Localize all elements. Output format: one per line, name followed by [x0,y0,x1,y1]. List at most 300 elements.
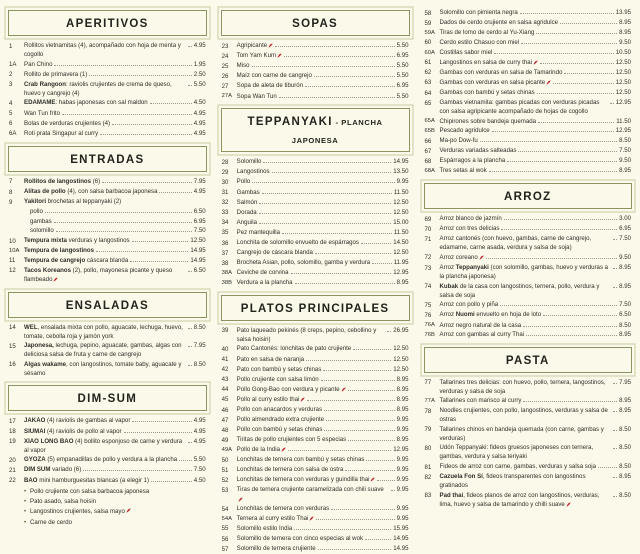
leader-dots [324,430,394,431]
leader-dots [504,219,617,220]
menu-item-description: Gambas con verduras en salsa picante [440,78,552,87]
menu-item-description: Cazuela Fon Sí, fideos transparentes con langostinos gratinados [439,473,586,490]
bullet-marker-icon: • [24,498,27,505]
menu-item-row [9,427,206,437]
menu-item-description: Algas wakame, con langostinos, tomate baby, aguacate y sésamo [24,360,182,377]
menu-item-price: 8.50 [193,323,206,331]
menu-item-body [440,406,632,424]
section-title: ENTRADAS [70,153,145,166]
leader-dots [150,103,192,104]
menu-item-description: Arroz con tres delicias [439,225,500,233]
menu-item-price: 8.50 [619,491,631,499]
menu-item-body [237,395,409,404]
menu-item-price: 7.50 [619,301,631,309]
menu-item-row [425,68,632,78]
leader-dots [259,223,391,224]
menu-item-price: 4.95 [193,42,206,49]
menu-item-row [425,330,632,339]
leader-dots [613,268,617,269]
menu-item-row [222,51,409,61]
menu-item-row [425,136,632,146]
menu-item-price: 8.50 [193,360,206,368]
menu-item-description: WEL, ensalada mixta con pollo, aguacate, lechuga, huevo, tomate, cebolla roja y jamón york [24,323,183,340]
menu-item-row [222,167,409,177]
leader-dots [543,315,617,316]
menu-item-description: Sopa Wan Tun [236,92,277,100]
menu-item-body [24,207,206,216]
menu-item-row [425,425,632,443]
menu-item-number: 34 [221,219,229,227]
menu-item-description: Crab Rangoon: raviolis crujientes de crema de queso, huevo y cangrejo (4) [24,80,172,97]
menu-item-price: 12.50 [393,345,409,353]
menu-item-price: 4.95 [193,427,206,435]
menu-item-number: 20 [9,456,16,464]
menu-item-description: Lonchitas de ternera con verduras [236,505,330,513]
menu-item-description: Pollo con anacardos y verduras [236,406,323,414]
menu-item-description: Pollo de la India [237,445,286,454]
menu-item-body [237,465,409,474]
leader-dots [613,477,617,478]
menu-item-number: 7 [9,178,13,186]
menu-item-description: Brocheta Asian, pollo, solomillo, gamba y verdura [236,259,371,267]
menu-item-price: 14.50 [393,239,409,247]
menu-item-number: 25 [221,62,229,70]
menu-item-number: 9 [9,198,13,206]
leader-dots [520,13,614,14]
menu-item-price: 8.50 [619,137,631,145]
menu-item-description: Pad thai, fideos planos de arroz con langostinos, verduras, lima, huevo y salsa de tamarindo y chilli suave [439,491,600,508]
menu-item-price: 7.50 [619,235,631,243]
menu-item-number: 47 [221,416,229,424]
menu-item-price: 8.95 [619,167,631,175]
menu-item-number: 22 [9,477,16,485]
menu-item-row [425,166,632,175]
menu-item-body [440,396,632,405]
leader-dots [613,411,617,412]
menu-item-price: 3.00 [619,215,631,223]
menu-item-body [237,415,409,424]
menu-item-price: 7.50 [619,147,631,155]
menu-item-description: Yakitori brochetas al teppanyaki (2) [24,198,122,206]
menu-item-number: 59 [424,19,432,27]
menu-item-price: 6.95 [619,225,631,233]
menu-item-body [440,117,632,126]
menu-item-row [222,248,409,258]
menu-item-number: 28 [221,158,229,166]
menu-item-price: 1.95 [193,60,206,68]
menu-item-number: 1A [9,61,17,69]
menu-item-price: 14.95 [393,545,409,553]
menu-item-description: Cerdo estilo Chasuo con miel [439,38,520,46]
section-items-pasta [422,378,635,510]
menu-item-number: 63 [424,79,432,87]
menu-item-row [425,310,632,320]
menu-item-body [237,455,409,464]
spicy-chili-icon [238,496,243,501]
menu-item-number: 67 [424,147,432,155]
menu-item-body [24,226,206,235]
menu-item-row [9,455,206,465]
menu-item-row [9,226,206,235]
menu-item-body [440,462,632,471]
leader-dots [295,283,395,284]
spicy-chili-icon [277,52,282,57]
leader-dots [610,103,614,104]
leader-dots [259,203,391,204]
menu-item-row [425,396,632,405]
menu-item-description: Tempura mixta verduras y langostinos [24,237,130,245]
menu-item-body [237,514,409,523]
menu-item-number: 68A [424,167,435,174]
menu-item-description: Gambas con verduras en salsa de Tamarindo [439,68,563,76]
menu-item-number: 59A [424,29,435,36]
menu-item-price: 11.95 [393,259,409,267]
section-header-ensaladas [8,292,207,318]
menu-item-price: 4.50 [193,476,206,484]
menu-item-number: 48 [221,426,229,434]
leader-dots [315,253,391,254]
menu-item-description: DIM SUM variado (6) [24,466,82,474]
spicy-chili-icon [533,59,538,64]
menu-item-row [222,218,409,228]
menu-item-row [222,544,409,554]
menu-item-number: 35 [221,229,229,237]
menu-item-row [425,58,632,68]
menu-item-number: 32 [221,199,229,207]
menu-item-row [222,504,409,514]
menu-item-number [9,217,24,218]
menu-item-row [425,88,632,98]
section-items-platos-principales [219,326,412,554]
menu-item-body [24,360,206,378]
menu-item-price: 15.95 [393,524,409,532]
leader-dots [507,161,617,162]
menu-item-row [9,266,206,284]
menu-item-body [24,427,206,436]
menu-item-price: 8.50 [619,463,631,471]
menu-item-row [425,472,632,490]
menu-item-body [440,263,632,281]
leader-dots [188,346,192,347]
menu-item-price: 12.50 [190,237,206,245]
leader-dots [62,114,192,115]
menu-item-body [440,214,632,223]
menu-item-price: 8.95 [619,264,631,272]
menu-item-body [237,188,409,197]
menu-item-price: 5.50 [193,456,206,464]
menu-item-price: 12.50 [393,355,409,363]
menu-item-row [9,476,206,486]
menu-item-body [24,256,206,265]
menu-item-number: 81 [424,463,432,471]
leader-dots [526,335,617,336]
menu-item-price: 4.95 [193,417,206,425]
menu-item-description: Tiras de lomo de cerdo al Yu-Xiang [439,29,535,37]
menu-item-price: 8.95 [619,473,631,481]
menu-item-price: 26.95 [393,326,409,334]
bullet-marker-icon: • [24,519,27,526]
menu-item-body [237,405,409,414]
menu-item-row [9,217,206,226]
menu-item-number: 46 [221,406,229,414]
menu-item-number: 8 [9,188,13,196]
menu-item-description: Salmón [236,198,258,206]
menu-item-price: 8.95 [396,436,409,444]
bullet-label: Carne de cerdo [30,518,73,526]
menu-item-row [222,238,409,248]
menu-item-row [222,41,409,51]
menu-item-description: Tallarines tres delicias: con huevo, pollo, ternera, langostinos, verduras y salsa de soja [439,378,606,395]
menu-item-description: Cangrejo de cáscara blanda [236,249,313,257]
menu-item-row [222,208,409,218]
menu-item-description: Arroz con pollo y piña [439,301,499,309]
menu-item-description: Tallarines chinos en bandeja quemada (con carne, gambas y verduras) [439,425,604,442]
leader-dots [124,432,192,433]
menu-item-body [24,476,206,485]
menu-item-description: Arroz coreano [440,253,484,262]
menu-item-description: Arroz Nuomi envuelto en hoja de loto [439,311,542,319]
menu-item-description: Wan Tun frito [24,109,61,117]
menu-item-number: 31 [221,189,229,197]
section-items-sopas [219,41,412,101]
menu-item-row [222,455,409,465]
section-subtitle: - PLANCHA JAPONESA [291,118,383,146]
menu-item-body [24,197,206,206]
menu-item-row [425,263,632,281]
menu-item-description: Lonchita de solomillo envuelto de espárragos [236,239,359,247]
menu-item-body [440,28,632,37]
menu-item-price: 14.95 [190,256,206,264]
menu-item-body [24,455,206,464]
menu-item-row [222,278,409,287]
menu-item-number: 44 [221,386,229,394]
leader-dots [518,151,617,152]
menu-item-body [237,208,409,217]
bullet-label: Langostinos crujientes, salsa mayo [30,508,125,516]
menu-item-description: Ceviche de corvina [236,269,289,277]
menu-item-row [222,395,409,405]
menu-item-row [9,129,206,139]
menu-item-description: Fideos de arroz con carne, gambas, verduras y salsa soja [439,463,596,471]
leader-dots [324,410,395,411]
menu-item-number: 42 [221,366,229,374]
menu-item-row [222,435,409,445]
menu-item-number: 57 [221,545,229,553]
menu-item-number: 77 [424,379,432,387]
menu-item-number: 65B [424,127,435,134]
leader-dots [306,360,391,361]
leader-dots [564,73,613,74]
menu-item-body [440,300,632,309]
menu-item-body [24,187,206,196]
menu-item-number: 52 [221,476,229,484]
menu-item-number: 4 [9,99,13,107]
menu-item-description: Verduras variadas salteadas [439,147,517,155]
menu-item-number: 77A [424,397,435,404]
menu-item-number: 64 [424,89,432,97]
leader-dots [331,509,394,510]
menu-item-price: 9.95 [396,505,409,513]
menu-item-number: 40 [221,345,229,353]
menu-item-body [440,472,632,490]
menu-item-price: 4.95 [193,129,206,137]
menu-item-description: Arroz Teppanyaki (con solomillo, gambas, huevo y verduras a la plancha japonesa) [439,264,609,281]
menu-item-description: Pan Chino [24,60,53,68]
leader-dots [102,182,192,183]
leader-dots [391,490,395,491]
leader-dots [321,380,395,381]
menu-item-number: 11 [9,257,16,265]
menu-item-row [425,300,632,310]
section-title: ENSALADAS [65,299,149,312]
menu-item-row [222,92,409,101]
menu-item-description: Gambas [236,188,260,196]
menu-item-price: 12.95 [615,127,631,135]
menu-item-body [237,385,409,394]
bullet-item [24,518,206,528]
menu-item-body [237,177,409,186]
menu-item-body [440,310,632,319]
menu-item-description: Alitas de pollo (4), con salsa barbacoa japonesa [24,188,158,196]
menu-item-number: 56 [221,535,229,543]
menu-item-price: 14.95 [393,535,409,542]
menu-item-description: Solomillo estilo India [236,524,293,532]
menu-item-row [425,78,632,88]
menu-item-row [425,406,632,424]
leader-dots [489,171,617,172]
menu-item-price: 4.95 [193,119,206,127]
menu-item-number: 27 [221,82,229,90]
menu-item-body [237,504,409,513]
menu-item-number: 74 [424,283,432,291]
menu-item-price: 12.50 [615,78,631,86]
leader-dots [305,86,395,87]
menu-item-description: Pescado agridulce [439,127,490,135]
menu-item-body [24,109,206,118]
menu-item-body [237,365,409,374]
menu-item-description: Bolas de verduras crujientes (4) [24,119,111,127]
menu-item-body [440,443,632,461]
menu-item-body [440,166,632,175]
menu-item-body [237,355,409,364]
menu-item-description: Anguila [236,218,258,226]
menu-item-row [9,256,206,266]
menu-item-description: Ma-po Dow-fu [439,137,478,145]
menu-item-price: 12.95 [393,446,409,454]
menu-item-description: Rollitos vietnamitas (4), acompañado con hoja de menta y cogollo [24,42,181,59]
menu-item-number: 58 [424,9,432,17]
bullet-item [24,507,206,517]
menu-item-row [425,117,632,126]
menu-item-body [237,198,409,207]
section-items-teppanyaki [219,157,412,288]
menu-item-row [9,437,206,455]
leader-dots [540,63,614,64]
leader-dots [252,66,395,67]
menu-column-middle [219,8,412,553]
menu-item-row [425,462,632,472]
leader-dots [282,233,392,234]
menu-item-number: 65A [424,118,435,125]
menu-item-row [425,491,632,509]
menu-item-price: 8.95 [619,407,631,415]
menu-item-row [9,70,206,80]
menu-item-description: EDAMAME: habas japonesas con sal maldon [24,99,148,107]
menu-item-number: 6 [9,120,13,128]
section-title: ARROZ [504,191,552,204]
menu-item-description: Agripicante [237,41,274,50]
menu-item-price: 15.00 [393,218,409,226]
menu-item-description: Chipirones sobre bandeja quemada [439,117,537,125]
menu-item-price: 8.95 [619,331,631,339]
menu-item-price: 9.95 [396,416,409,424]
menu-item-price: 8.95 [396,406,409,414]
menu-item-row [425,156,632,166]
menu-item-description: Pez mantequilla [236,228,281,236]
menu-item-body [237,167,409,176]
menu-item-price: 6.50 [619,311,631,319]
menu-item-price: 7.50 [193,466,206,474]
section-header-sopas [221,10,410,36]
menu-item-price: 8.95 [396,279,409,287]
leader-dots [54,65,191,66]
menu-item-body [440,253,632,262]
menu-item-price: 9.95 [396,178,409,186]
menu-item-price: 9.95 [396,476,409,484]
menu-item-body [237,485,409,503]
menu-item-row [9,246,206,255]
menu-item-row [9,207,206,216]
menu-item-row [222,188,409,198]
leader-dots [613,287,617,288]
menu-item-body [237,524,409,533]
menu-item-body [237,375,409,384]
menu-item-description: solomillo [30,227,54,235]
leader-dots [613,430,617,431]
section-items-aperitivos [6,41,209,139]
menu-item-body [440,18,632,27]
leader-dots [294,529,391,530]
menu-item-body [440,8,632,17]
menu-item-row [9,41,206,59]
menu-item-description: SIUMAI (4) raviolis de pollo al vapor [24,427,122,435]
menu-item-price: 6.95 [396,52,409,60]
leader-dots [523,326,617,327]
menu-item-number: 15 [9,342,16,350]
menu-item-number: 1 [9,42,13,50]
menu-item-row [222,268,409,277]
menu-item-row [222,385,409,395]
menu-item-description: Solomillo de ternera crujiente [236,545,316,553]
menu-item-number [9,207,24,208]
menu-item-number: 16 [9,361,16,369]
section-title: TEPPANYAKI [247,116,333,129]
menu-item-row [425,28,632,37]
menu-item-number [9,226,24,227]
menu-item-number: 62 [424,69,432,77]
menu-item-body [24,217,206,226]
menu-item-price: 12.50 [615,58,631,66]
bullet-item [24,497,206,507]
leader-dots [492,131,614,132]
menu-item-description: Verdura a la plancha [236,279,293,287]
menu-item-number: 66 [424,137,432,145]
menu-item-description: Costillas sabor miel [439,49,493,56]
spicy-chili-icon [546,79,551,84]
menu-item-row [222,344,409,354]
menu-item-body [24,323,206,341]
menu-item-description: Miso [236,62,250,70]
